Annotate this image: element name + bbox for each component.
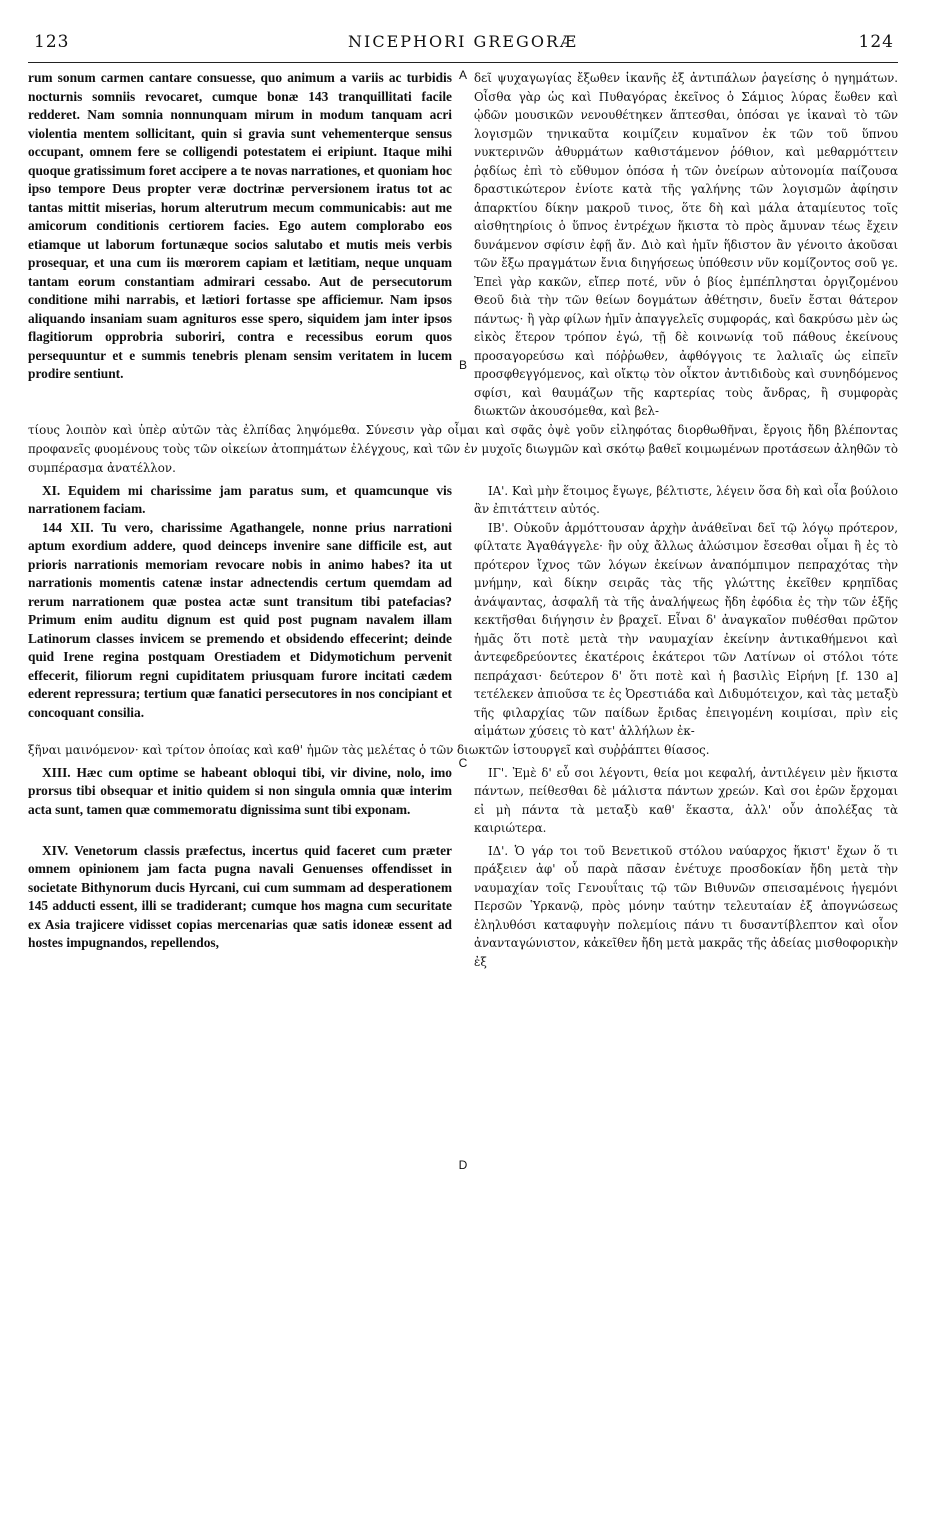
greek-column: δεῖ ψυχαγωγίας ἔξωθεν ἱκανῆς ἐξ ἀντιπάλων ῥαγείσης ὁ ηγημάτων. Οἶσθα γὰρ ὡς καὶ Πυθαγόρας ἐκεῖνος ὁ Σάμιος λύρας ἕωθεν καὶ ᾠδῶν μουσικῶν νενουθέτηκεν ἅπτεσθαι, ὁπόσαι γε ἱκαναὶ τὸ τῶν λογισμῶν τηνικαῦτα κοιμίζειν κυμαῖνον ἐκ τῶν τοῦ ὕπνου νυκτερινῶν ἀθυρμάτων καθιστάμενον ῥόθιον, καὶ μεθαρμόττειν ῥᾳδίως ἐπὶ τὸ εὔθυμον ὁπόσα ἡ τῶν ὀνείρων αὐτονομία παίζουσα δραστικώτερον ἐνίοτε κατὰ τῆς γαλήνης τῶν λογισμῶν ἀφίησιν ἀπαρκτίου δίκην μακροῦ τινος, ὅτε δὴ καὶ μάλα ἀταμίευτος τοῖς αἰσθητηρίοις ὁ ὕπνος ἐντρέχων ἥκιστα τὸ πρὸς ἄμυναν τέως ἔχειν δυνάμενον σφίσιν ἐφῇ ἄν. Διὸ καὶ ἡμῖν ἥδιστον ἂν γένοιτο ἀκοῦσαι τῶν ἔξω πραγμάτων ἔνια διηγήσεως ὑπόθεσιν νῦν κομίζοντος σοῦ γε. Ἐπεὶ γὰρ κακῶν, εἴπερ ποτέ, νῦν ὁ βίος ἐμπέπλησται ὀργιζομένου Θεοῦ διὰ τὴν τῶν θείων δογμάτων ἀθέτησιν, δυεῖν ἔσται θάτερον πάντως· ἢ γὰρ φίλων ἡμῖν ἀπαγγελεῖς συμφοράς, καὶ δακρύσω μὲν ὡς εἰκὸς ἕτερον τρόπον ἐγώ, τῇ δὲ κοινωνίᾳ τοῦ πάθους ἐκείνους προσαγορεύσω καὶ πόῤῥωθεν, ἀφθόγγοις τε λαλιαῖς ὡς εἰπεῖν προσφθεγγόμενος, καὶ οἴκτῳ τὸν οἶκτον ἀντιδιδοὺς καὶ συνηδόμενος σφίσι, καὶ θαυμάζων τῆς καρτερίας τοὺς ἄνδρας, ἢ συμφορὰς διωκτῶν ἀκουσόμεθα, καὶ βελ- [474,71,898,418]
latin-xi: XI. Equidem mi charissime jam paratus sum, et quamcunque vis narrationem faciam. [28,482,452,516]
margin-letter-a: A [458,68,467,82]
running-header [28,28,898,63]
section-xiv [28,842,898,972]
running-title: NICEPHORI GREGORÆ [348,32,578,51]
page-number-left: 123 [34,32,70,52]
margin-letter-d: D [458,1158,468,1172]
page-number-right: 124 [858,32,894,52]
latin-column: rum sonum carmen cantare consuesse, quo animum a variis ac turbidis nocturnis somniis revocaret, cumque bonæ 143 tranquillitati facile redderet. Nam somnia nonnunquam mirum in modum tanquam acri violentia mentem sollicitant, quin si gravia sunt vehementerque sensus occupant, omnem fere se colligendi potestatem ei eripiunt. Itaque mihi quoque gratissimum foret accipere a te novas narrationes, et quoniam hoc ipso tempore Deus propter veræ doctrinæ perversionem iratus tot ac tantas mittit miserias, horum alterutrum mecum communicabis: aut me amicorum conditionis certiorem facies. Ego autem complorabo eos etiamque ut laborum fortunæque socios salutabo et mutis meis verbis prosequar, et una cum iis mœrorem capiam et lætitiam, neque unquam tantam eorum constantiam admirari cessabo. Aut de persecutorum conditione mihi narrabis, et lætiori fortasse spe afficiemur. Nam ipsos aliquando insaniam suam agnituros esse spero, siquidem jam inter ipsos flagitiorum opprobria suboriri, contra e recessibus eorum quos persequuntur et e summis tenebris plenam sensim veritatem in lucem prodire sentiunt. [28,70,452,381]
section-xi [28,482,898,519]
latin-xii: 144 XII. Tu vero, charissime Agathangele, nonne prius narrationi aptum exordium addere, quod deinceps invenire sane difficile est, aut prioris narrationis memoriam revocare nobis in animo habes? ita ut narrationis momentis catenæ instar adnectendis certum quemdam ad rerum narrationem quæ postea actæ sunt transitum tibi patefacias? Primum enim auditu dignum est quid post pugnam navalem illam Latinorum classes invicem se premendo et obsidendo effecerint; deinde quid Irene regina postquam Orestiadem et Didymotichum pervenit effecerit, filiorum regni cupiditatem priusquam furore incitati cædem ederent repressura; tertium quæ fanatici persecutores in nos concipiant et concoquant consilia. [28,519,452,720]
page [28,28,898,1518]
greek-xii: ΙΒ'. Οὐκοῦν ἁρμόττουσαν ἀρχὴν ἀνάθεῖναι δεῖ τῷ λόγῳ πρότερον, φίλτατε Ἀγαθάγγελε· ἣν οὐχ ἄλλως ἁλώσιμον ἔσεσθαι οἶμαι ἢ ἐς τὸ πρότερον ἴχνος τῶν λόγων ἐκείνων ἀναπόμπιμον πεπραχότας τὴν μνήμην, καὶ δίκην σειρᾶς τὰς τῆς γλώττης ἐκεῖθεν κρηπῖδας ἀνάψαντας, ἀσφαλῆ τὰ τῆς ἀναλήψεως ἤδη ἐφόδια ἐς τὴν τῶν ἑξῆς κεκτῆσθαι διήγησιν ἐν βραχεῖ. Εἶναι δ' ἀναγκαῖον πυθέσθαι πρῶτον ἡμᾶς ὅτι ποτὲ μετὰ τὴν ναυμαχίαν ἐκείνην ἀντικαθήμενοι καὶ ἀντεφεδρεύοντες ἑκατέροις ἑκάτεροι τῶν Λατίνων οἱ στόλοι τότε πεπράχασι· δεύτερον δ' ὅτι ποτὲ καὶ ἡ βασιλὶς Εἰρήνη [f. 130 a] τετέλεκεν ἀπιοῦσα τε ἐς Ὀρεστιάδα καὶ Διδυμότειχον, καὶ τὰς μεταξὺ τῆς φιλαρχίας τῶν παίδων ἔριδας ἐπειγομένη κοιμίσαι, πρὶν εἰς αἱμάτων χύσεις τὸ κατ' ἀλλήλων ἐκ- [474,520,898,738]
greek-xi: ΙΑ'. Καὶ μὴν ἕτοιμος ἔγωγε, βέλτιστε, λέγειν ὅσα δὴ καὶ οἷα βούλοιο ἂν ἐπιτάττειν αὐτός. [474,483,898,516]
greek-fullwidth-1: τίους λοιπὸν καὶ ὑπὲρ αὐτῶν τὰς ἐλπίδας ληψόμεθα. Σύνεσιν γὰρ οἶμαι καὶ σφᾶς ὀψὲ γοῦν εἰληφότας διορθωθῆναι, ἔργοις ἤδη βλέποντας προφανεῖς φυομένους τοὺς τῶν οἰκείων ἀτοπημάτων ἐλέγχους, καὶ τῶν ἐν μυχοῖς διωγμῶν καὶ σκότῳ βαθεῖ κοιμωμένων προτάσεων ἀληθῶν τὸ συμπέρασμα ἀνατέλλον. [28,422,898,475]
section-xiii [28,764,898,838]
section-xii [28,519,898,741]
latin-xiii: XIII. Hæc cum optime se habeant obloqui tibi, vir divine, nolo, imo prorsus tibi obsequar et initio quidem si non singula omnia quæ interim acta sunt, tamen quæ commemoratu dignissima sunt tibi exponam. [28,764,452,817]
greek-fullwidth-2: ξῆναι μαινόμενον· καὶ τρίτον ὁποίας καὶ καθ' ἡμῶν τὰς μελέτας ὁ τῶν διωκτῶν ἱστουργεῖ καὶ συῤῥάπτει θίασος. [28,742,710,757]
margin-letter-c: C [458,756,468,770]
margin-letter-b: B [458,358,467,372]
latin-xiv: XIV. Venetorum classis præfectus, incertus quid faceret cum præter omnem opinionem jam facta pugna navali Genuenses offendisset in societate Bithynorum ducis Hyrcani, cui cum summam ad desperationem 145 adducti essent, illi se tradiderant; cumque hos magna cum securitate ex Asia trajicere vidisset copias mercenarias quæ satis idoneæ essent ad hostes impugnandos, repellendos, [28,842,452,950]
greek-xiv: ΙΔ'. Ὁ γάρ τοι τοῦ Βενετικοῦ στόλου ναύαρχος ἥκιστ' ἔχων ὅ τι πράξειεν ἀφ' οὗ παρὰ πᾶσαν ἐνέτυχε προσδοκίαν ἤδη μετὰ τὴν ναυμαχίαν τοῖς Γενουΐταις τῷ τῶν Βιθυνῶν σπεισαμένοις ἡγεμόνι Περσῶν Ὑρκανῷ, πρὸς μόνην ταύτην τελευταίαν ἐξ ἀπογνώσεως ἐληλυθόσι καταφυγὴν πολεμίοις πάνυ τι δυσαντίβλεπτον καὶ οἷον ἀνανταγώνιστον, κἀκεῖθεν ἤδη μετὰ μακρᾶς τῆς ἀδείας μισθοφορικὴν ἐξ [474,843,898,969]
greek-xiii: ΙΓ'. Ἐμὲ δ' εὖ σοι λέγοντι, θεία μοι κεφαλή, ἀντιλέγειν μὲν ἥκιστα πάντων, πείθεσθαι δὲ μάλιστα πάντων χρεών. Καὶ σοι ἐρῶν ἔρχομαι εἰ μὴ πάντα τὰ μεταξὺ καθ' ἕκαστα, ἀλλ' οὖν ἀπολέξας τὰ καιριώτερα. [474,765,898,835]
